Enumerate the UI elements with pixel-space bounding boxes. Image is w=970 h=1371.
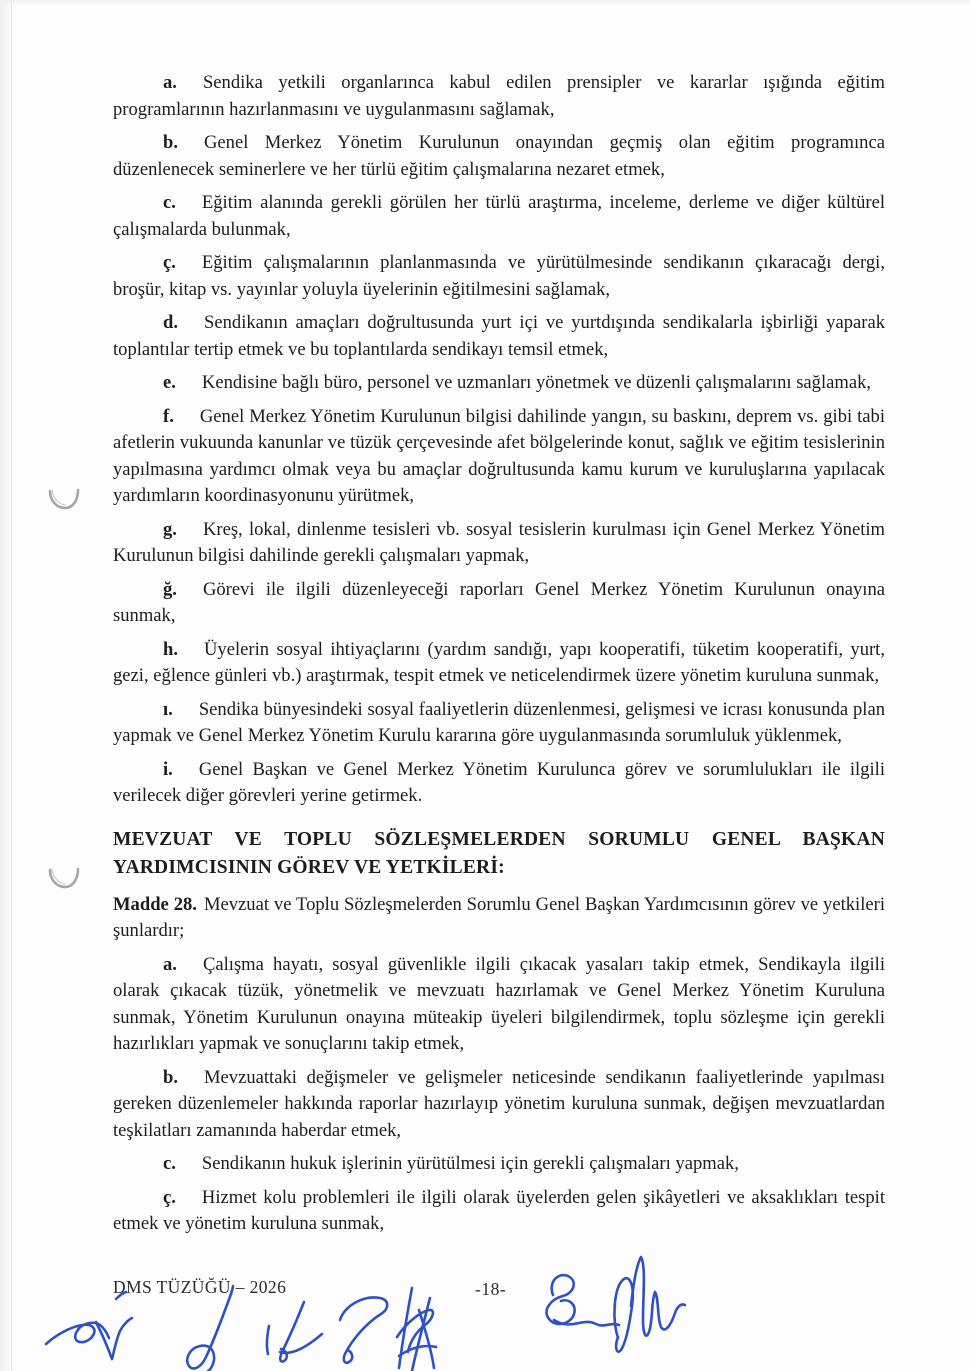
item-label: i. bbox=[163, 758, 173, 780]
item-label: d. bbox=[163, 312, 178, 333]
item-text: Çalışma hayatı, sosyal güvenlikle ilgili çıkacak yasaları takip etmek, Sendikayla ilgili olarak çıkacak tüzük, yönetmelik ve mevzuatı hazırlamak ve Genel Merkez Yönetim Kuruluna sunmak, Yönetim Kurulunun onayına müteakip üyeleri bilgilendirmek, toplu sözleşme için gerekli hazırlıkları yapmak ve sonuçlarını takip etmek, bbox=[113, 953, 885, 1054]
scan-edge-left bbox=[0, 0, 12, 1371]
item-label: f. bbox=[163, 405, 174, 427]
item-label: ğ. bbox=[163, 578, 177, 600]
document-body bbox=[113, 70, 885, 1245]
item-label: c. bbox=[163, 192, 176, 213]
item-text: Mevzuattaki değişmeler ve gelişmeler neticesinde sendikanın faaliyetlerinde yapılması gereken düzenlemeler hakkında raporlar hazırlayıp yönetim kuruluna sunmak, değişen mevzuatlardan teşkilatları zamanında haberdar etmek, bbox=[113, 1066, 885, 1141]
item-label: ç. bbox=[163, 252, 176, 273]
list2-item-b bbox=[113, 1065, 885, 1145]
item-text: Genel Merkez Yönetim Kurulunun onayından geçmiş olan eğitim programınca düzenlenecek seminerlere ve her türlü eğitim çalışmalarına nezaret etmek, bbox=[113, 132, 885, 180]
article-text: Mevzuat ve Toplu Sözleşmelerden Sorumlu Genel Başkan Yardımcısının görev ve yetkileri şunlardır; bbox=[113, 893, 885, 941]
list-item-gg bbox=[113, 577, 885, 630]
item-text: Sendika yetkili organlarınca kabul edilen prensipler ve kararlar ışığında eğitim programlarının hazırlanmasını ve uygulanmasını sağlamak, bbox=[113, 72, 885, 120]
signature-6 bbox=[547, 1257, 685, 1352]
list2-item-cc bbox=[113, 1185, 885, 1238]
page-number: -18- bbox=[475, 1279, 507, 1299]
article-label: Madde 28. bbox=[113, 893, 197, 915]
item-label: ı. bbox=[163, 698, 173, 720]
item-label: a. bbox=[163, 72, 177, 93]
list-item-cc bbox=[113, 250, 885, 303]
list-item-d bbox=[113, 310, 885, 363]
list2-item-a bbox=[113, 952, 885, 1058]
list-item-c bbox=[113, 190, 885, 243]
item-text: Sendikanın amaçları doğrultusunda yurt içi ve yurtdışında sendikalarla işbirliği yaparak toplantılar tertip etmek ve bu toplantılarda sendikayı temsil etmek, bbox=[113, 312, 885, 360]
item-label: a. bbox=[163, 953, 177, 975]
item-text: Üyelerin sosyal ihtiyaçlarını (yardım sandığı, yapı kooperatifi, tüketim kooperatifi, yurt, gezi, eğlence günleri vb.) araştırmak, tespit etmek ve neticelendirmek üzere yönetim kuruluna sunmak, bbox=[113, 638, 885, 686]
item-text: Eğitim çalışmalarının planlanmasında ve yürütülmesinde sendikanın çıkaracağı dergi, broşür, kitap vs. yayınlar yoluyla üyelerinin eğitilmesini sağlamak, bbox=[113, 252, 885, 300]
item-label: h. bbox=[163, 638, 178, 660]
list-item-f bbox=[113, 404, 885, 510]
item-label: ç. bbox=[163, 1186, 176, 1208]
item-label: b. bbox=[163, 132, 178, 153]
item-text: Eğitim alanında gerekli görülen her türlü araştırma, inceleme, derleme ve diğer kültürel çalışmalarda bulunmak, bbox=[113, 192, 885, 240]
signature-5 bbox=[397, 1288, 436, 1371]
item-text: Sendikanın hukuk işlerinin yürütülmesi için gerekli çalışmaları yapmak, bbox=[201, 1153, 739, 1174]
item-text: Hizmet kolu problemleri ile ilgili olarak üyelerden gelen şikâyetleri ve aksaklıkları tespit etmek ve yönetim kuruluna sunmak, bbox=[113, 1186, 885, 1234]
list-item-b bbox=[113, 130, 885, 183]
list-item-i bbox=[113, 757, 885, 810]
item-label: b. bbox=[163, 1066, 178, 1088]
item-label: e. bbox=[163, 372, 176, 393]
article-paragraph bbox=[113, 892, 885, 945]
item-text: Görevi ile ilgili düzenleyeceği raporları Genel Merkez Yönetim Kurulunun onayına sunmak, bbox=[113, 578, 885, 626]
list-item-ii bbox=[113, 697, 885, 750]
item-text: Genel Merkez Yönetim Kurulunun bilgisi dahilinde yangın, su baskını, deprem vs. gibi tabi afetlerin vukuunda kanunlar ve tüzük çerçevesinde afet bölgelerinde konut, sağlık ve eğitim tesislerinin yapılmasına yardımcı olmak veya bu amaçlar doğrultusunda kamu kurum ve kuruluşlarına yapılacak yardımların koordinasyonunu yürütmek, bbox=[113, 405, 885, 506]
list2-item-c bbox=[113, 1151, 885, 1178]
footer-document-title: DMS TÜZÜĞÜ – 2026 bbox=[113, 1277, 287, 1297]
signature-2 bbox=[187, 1286, 233, 1371]
item-text: Genel Başkan ve Genel Merkez Yönetim Kurulunca görev ve sorumlulukları ile ilgili verilecek diğer görevleri yerine getirmek. bbox=[113, 758, 885, 806]
scan-edge-top bbox=[0, 0, 970, 5]
signature-4 bbox=[340, 1297, 387, 1362]
list-item-h bbox=[113, 637, 885, 690]
hole-punch-mark bbox=[47, 864, 81, 890]
section-heading-line2: YARDIMCISININ GÖREV VE YETKİLERİ: bbox=[113, 856, 505, 878]
signatures-overlay bbox=[30, 1240, 710, 1371]
list-item-e bbox=[113, 370, 885, 397]
item-label: c. bbox=[163, 1153, 176, 1174]
item-label: g. bbox=[163, 518, 177, 540]
item-text: Kreş, lokal, dinlenme tesisleri vb. sosyal tesislerin kurulması için Genel Merkez Yönetim Kurulunun bilgisi dahilinde gerekli çalışmaları yapmak, bbox=[113, 518, 885, 566]
signature-3 bbox=[267, 1302, 322, 1362]
hole-punch-mark bbox=[47, 485, 81, 511]
item-text: Kendisine bağlı büro, personel ve uzmanları yönetmek ve düzenli çalışmalarını sağlamak, bbox=[201, 372, 872, 393]
list-item-g bbox=[113, 517, 885, 570]
section-heading-line1: MEVZUAT VE TOPLU SÖZLEŞMELERDEN SORUMLU GENEL BAŞKAN bbox=[113, 828, 885, 850]
item-text: Sendika bünyesindeki sosyal faaliyetlerin düzenlenmesi, gelişmesi ve icrası konusunda plan yapmak ve Genel Merkez Yönetim Kurulu kararına göre uygulanmasında sorumluluk yüklenmek, bbox=[113, 698, 885, 746]
signature-1 bbox=[46, 1292, 132, 1359]
list-item-a bbox=[113, 70, 885, 123]
